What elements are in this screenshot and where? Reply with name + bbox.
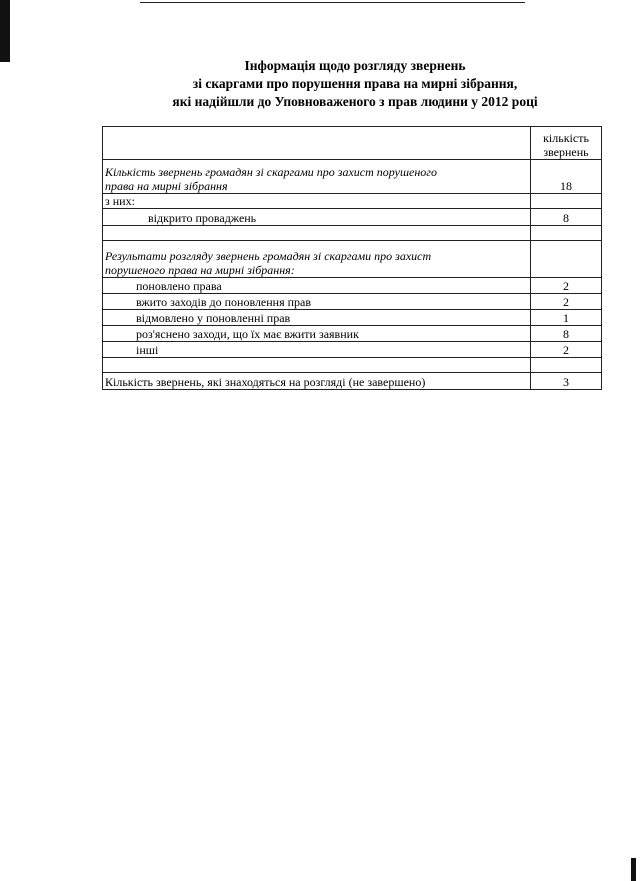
title-line-3: які надійшли до Уповноваженого з прав людини у 2012 році <box>172 94 538 109</box>
row-label: з них: <box>103 194 531 209</box>
row-value <box>531 358 602 373</box>
table-row <box>103 310 602 326</box>
row-value <box>531 241 602 278</box>
row-value: 18 <box>531 160 602 194</box>
row-value: 8 <box>531 326 602 342</box>
statistics-table <box>102 126 602 390</box>
row-label: інші <box>103 342 531 358</box>
row-label: відкрито проваджень <box>103 209 531 226</box>
row-label <box>103 241 531 278</box>
row-value: 2 <box>531 278 602 294</box>
table-row <box>103 326 602 342</box>
scan-top-line <box>140 2 525 3</box>
title-line-1: Інформація щодо розгляду звернень <box>244 58 466 73</box>
table-row <box>103 294 602 310</box>
row-value <box>531 226 602 241</box>
table-row <box>103 209 602 226</box>
scan-edge-mark <box>0 0 10 62</box>
table-header-row <box>103 127 602 160</box>
row-label-line-1: Кількість звернень громадян зі скаргами про захист порушеного <box>105 165 437 179</box>
scan-edge-mark-bottom <box>631 858 636 881</box>
row-label: вжито заходів до поновлення прав <box>103 294 531 310</box>
row-label-line-1: Результати розгляду звернень громадян зі скаргами про захист <box>105 249 432 263</box>
row-label-line-2: права на мирні зібрання <box>105 179 228 193</box>
row-label <box>103 160 531 194</box>
row-value: 2 <box>531 342 602 358</box>
row-label: роз'яснено заходи, що їх має вжити заявник <box>103 326 531 342</box>
table-row <box>103 373 602 390</box>
table-row <box>103 160 602 194</box>
row-label: поновлено права <box>103 278 531 294</box>
document-title <box>100 57 610 111</box>
table-row <box>103 241 602 278</box>
header-count-line-1: кількість <box>543 131 589 145</box>
header-count-cell <box>531 127 602 160</box>
header-label-cell <box>103 127 531 160</box>
row-label: відмовлено у поновленні прав <box>103 310 531 326</box>
table-row <box>103 342 602 358</box>
row-value: 3 <box>531 373 602 390</box>
row-value: 1 <box>531 310 602 326</box>
row-label: Кількість звернень, які знаходяться на розгляді (не завершено) <box>103 373 531 390</box>
row-label <box>103 358 531 373</box>
row-value: 2 <box>531 294 602 310</box>
row-value: 8 <box>531 209 602 226</box>
table-row-empty <box>103 226 602 241</box>
header-count-line-2: звернень <box>543 145 589 159</box>
row-value <box>531 194 602 209</box>
row-label <box>103 226 531 241</box>
table-row-empty <box>103 358 602 373</box>
table-row <box>103 194 602 209</box>
title-line-2: зі скаргами про порушення права на мирні зібрання, <box>192 76 518 91</box>
table-row <box>103 278 602 294</box>
row-label-line-2: порушеного права на мирні зібрання: <box>105 263 295 277</box>
